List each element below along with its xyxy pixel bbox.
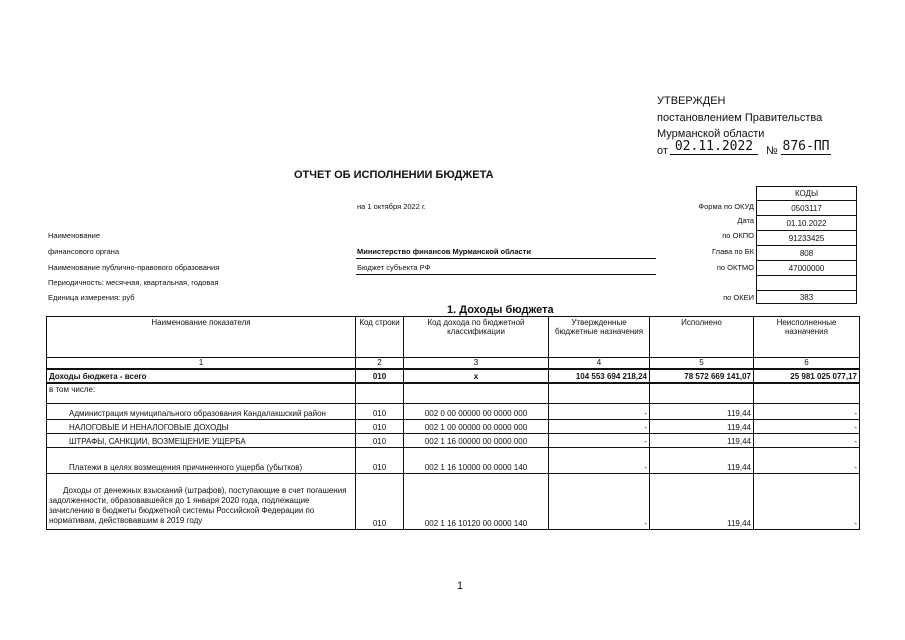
income-table xyxy=(46,316,860,530)
row-code: 002 0 00 00000 00 0000 000 xyxy=(404,403,549,419)
approval-date: 02.11.2022 xyxy=(670,140,758,155)
label-unit: Единица измерения: руб xyxy=(48,293,135,302)
report-date: на 1 октября 2022 г. xyxy=(357,202,426,211)
row-unexecuted: - xyxy=(754,403,860,419)
public-entity-underline xyxy=(356,274,656,275)
total-line: 010 xyxy=(356,369,404,383)
row-approved: - xyxy=(549,433,650,447)
total-name: Доходы бюджета - всего xyxy=(47,369,356,383)
subheading: в том числе: xyxy=(47,383,356,403)
total-approved: 104 553 694 218,24 xyxy=(549,369,650,383)
col-header-code: Код дохода по бюджетной классификации xyxy=(404,317,549,358)
value-public-entity: Бюджет субъекта РФ xyxy=(357,263,431,272)
col-number: 3 xyxy=(404,358,549,370)
code-okud: 0503117 xyxy=(757,201,857,216)
row-approved: - xyxy=(549,473,650,529)
approval-number: 876-ПП xyxy=(782,139,830,154)
col-header-name: Наименование показателя xyxy=(47,317,356,358)
code-date: 01.10.2022 xyxy=(757,216,857,231)
label-public-entity: Наименование публично-правового образования xyxy=(48,263,220,272)
table-row xyxy=(47,447,860,473)
row-name: Платежи в целях возмещения причиненного ущерба (убытков) xyxy=(47,447,356,473)
total-code: x xyxy=(404,369,549,383)
row-name: Администрация муниципального образования Кандалакшский район xyxy=(47,403,356,419)
label-name: Наименование xyxy=(48,231,100,240)
row-executed: 119,44 xyxy=(650,447,754,473)
total-executed: 78 572 669 141,07 xyxy=(650,369,754,383)
row-code: 002 1 00 00000 00 0000 000 xyxy=(404,419,549,433)
code-label-oktmo: по ОКТМО xyxy=(716,263,754,272)
report-title: ОТЧЕТ ОБ ИСПОЛНЕНИИ БЮДЖЕТА xyxy=(294,169,494,181)
row-code: 002 1 16 10120 00 0000 140 xyxy=(404,473,549,529)
code-label-okud: Форма по ОКУД xyxy=(698,202,754,211)
row-code: 002 1 16 00000 00 0000 000 xyxy=(404,433,549,447)
approval-line-2: постановлением Правительства xyxy=(657,112,823,124)
row-line: 010 xyxy=(356,473,404,529)
row-line: 010 xyxy=(356,419,404,433)
row-unexecuted: - xyxy=(754,447,860,473)
col-number: 1 xyxy=(47,358,356,370)
page-number: 1 xyxy=(457,580,464,592)
row-approved: - xyxy=(549,447,650,473)
row-executed: 119,44 xyxy=(650,403,754,419)
fin-organ-underline xyxy=(356,258,656,259)
row-name: Доходы от денежных взысканий (штрафов), поступающие в счет погашения задолженности, образовавшейся до 1 января 2020 года, подлежащие зачислению в бюджеты бюджетной системы Российской Федерации по нормативам, действовавшим в 2019 году xyxy=(47,473,356,529)
row-line: 010 xyxy=(356,447,404,473)
row-unexecuted: - xyxy=(754,433,860,447)
col-number: 5 xyxy=(650,358,754,370)
code-glava-bk: 808 xyxy=(757,246,857,261)
col-header-approved: Утвержденные бюджетные назначения xyxy=(549,317,650,358)
row-name: НАЛОГОВЫЕ И НЕНАЛОГОВЫЕ ДОХОДЫ xyxy=(47,419,356,433)
row-executed: 119,44 xyxy=(650,419,754,433)
code-label-date: Дата xyxy=(737,216,754,225)
codes-table xyxy=(756,186,857,304)
total-unexecuted: 25 981 025 077,17 xyxy=(754,369,860,383)
row-executed: 119,44 xyxy=(650,433,754,447)
row-unexecuted: - xyxy=(754,419,860,433)
row-unexecuted: - xyxy=(754,473,860,529)
row-code: 002 1 16 10000 00 0000 140 xyxy=(404,447,549,473)
col-number: 6 xyxy=(754,358,860,370)
code-oktmo: 47000000 xyxy=(757,261,857,276)
approval-from-label: от xyxy=(657,145,668,157)
approval-line-3: Мурманской области xyxy=(657,128,765,140)
code-label-glava-bk: Глава по БК xyxy=(712,247,754,256)
code-label-okei: по ОКЕИ xyxy=(723,293,754,302)
table-row xyxy=(47,473,860,529)
row-approved: - xyxy=(549,419,650,433)
code-empty xyxy=(757,276,857,291)
code-okei: 383 xyxy=(757,291,857,304)
row-approved: - xyxy=(549,403,650,419)
label-periodicity: Периодичность: месячная, квартальная, годовая xyxy=(48,278,219,287)
col-header-executed: Исполнено xyxy=(650,317,754,358)
col-header-line: Код строки xyxy=(356,317,404,358)
col-number: 2 xyxy=(356,358,404,370)
table-row xyxy=(47,433,860,447)
col-number: 4 xyxy=(549,358,650,370)
code-okpo: 91233425 xyxy=(757,231,857,246)
table-row xyxy=(47,419,860,433)
row-name: ШТРАФЫ, САНКЦИИ, ВОЗМЕЩЕНИЕ УЩЕРБА xyxy=(47,433,356,447)
code-label-okpo: по ОКПО xyxy=(722,231,754,240)
row-line: 010 xyxy=(356,403,404,419)
row-line: 010 xyxy=(356,433,404,447)
value-fin-organ: Министерство финансов Мурманской области xyxy=(357,247,531,256)
row-executed: 119,44 xyxy=(650,473,754,529)
approval-no-label: № xyxy=(766,145,778,157)
table-row xyxy=(47,403,860,419)
codes-header: КОДЫ xyxy=(757,187,857,201)
section-title: 1. Доходы бюджета xyxy=(447,304,554,316)
approval-line-1: УТВЕРЖДЕН xyxy=(657,95,726,107)
col-header-unexecuted: Неисполненные назначения xyxy=(754,317,860,358)
label-fin-organ: финансового органа xyxy=(48,247,120,256)
